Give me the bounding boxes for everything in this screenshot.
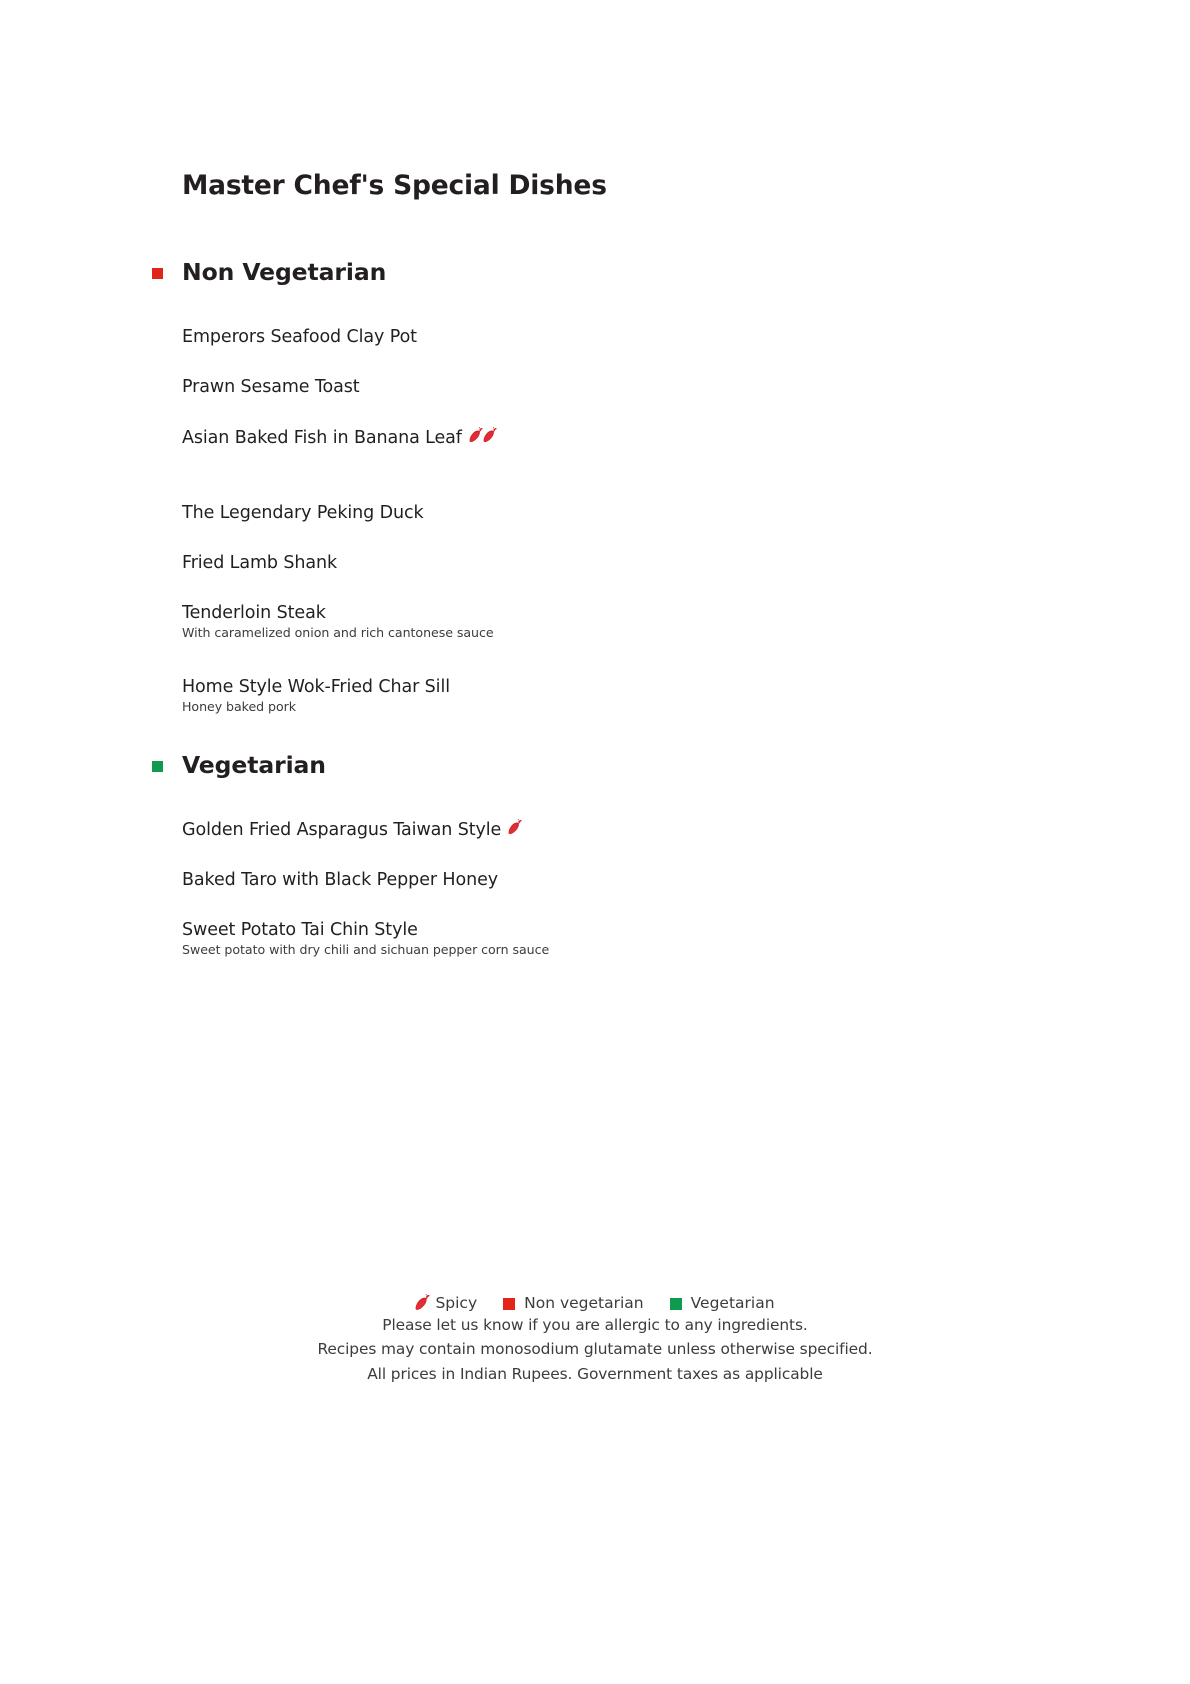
chili-pepper-icon bbox=[415, 1294, 431, 1313]
menu-item bbox=[182, 503, 1082, 523]
menu-item-name bbox=[182, 327, 1082, 347]
non-vegetarian-square-icon bbox=[503, 1298, 515, 1310]
menu-item-name-text: Fried Lamb Shank bbox=[182, 553, 338, 573]
menu-item-name bbox=[182, 677, 1082, 697]
menu-item-name-text: The Legendary Peking Duck bbox=[182, 503, 424, 523]
menu-item bbox=[182, 920, 1082, 957]
menu-item-name bbox=[182, 503, 1082, 523]
menu-item bbox=[182, 327, 1082, 347]
legend-vegetarian-label: Vegetarian bbox=[690, 1294, 775, 1313]
legend-spicy-label: Spicy bbox=[435, 1294, 478, 1313]
footer-note-3: All prices in Indian Rupees. Government taxes as applicable bbox=[367, 1364, 823, 1383]
menu-item-name bbox=[182, 870, 1082, 890]
menu-section-non-vegetarian bbox=[152, 258, 1052, 288]
section-header bbox=[152, 751, 1052, 781]
section-header bbox=[152, 258, 1052, 288]
menu-item-name-text: Prawn Sesame Toast bbox=[182, 377, 360, 397]
menu-item bbox=[182, 603, 1082, 640]
menu-item-name-text: Sweet Potato Tai Chin Style bbox=[182, 920, 418, 940]
spicy-indicator bbox=[469, 427, 497, 450]
footer-note-2: Recipes may contain monosodium glutamate unless otherwise specified. bbox=[317, 1340, 873, 1359]
menu-item-description: With caramelized onion and rich cantonese sauce bbox=[182, 625, 494, 641]
menu-item-description: Sweet potato with dry chili and sichuan pepper corn sauce bbox=[182, 942, 550, 958]
menu-item-description: Honey baked pork bbox=[182, 699, 297, 715]
chili-pepper-icon bbox=[508, 819, 523, 837]
menu-footer bbox=[0, 1294, 1190, 1386]
menu-item bbox=[182, 553, 1082, 573]
menu-item-name-text: Baked Taro with Black Pepper Honey bbox=[182, 870, 498, 890]
menu-item bbox=[182, 677, 1082, 714]
menu-item-name-text: Asian Baked Fish in Banana Leaf bbox=[182, 428, 462, 448]
menu-item-name bbox=[182, 553, 1082, 573]
menu-item bbox=[182, 819, 1082, 842]
menu-item-name bbox=[182, 920, 1082, 940]
chili-pepper-icon bbox=[483, 427, 498, 445]
menu-item-name-text: Emperors Seafood Clay Pot bbox=[182, 327, 417, 347]
legend-non-vegetarian bbox=[503, 1294, 644, 1313]
menu-item-name bbox=[182, 603, 1082, 623]
menu-item-name bbox=[182, 427, 1082, 450]
legend-vegetarian bbox=[670, 1294, 775, 1313]
spicy-indicator bbox=[508, 819, 522, 842]
section-title: Non Vegetarian bbox=[182, 258, 387, 287]
menu-item bbox=[182, 870, 1082, 890]
vegetarian-square-icon bbox=[152, 761, 163, 772]
menu-item-name-text: Golden Fried Asparagus Taiwan Style bbox=[182, 820, 502, 840]
menu-item bbox=[182, 377, 1082, 397]
legend-non-vegetarian-label: Non vegetarian bbox=[524, 1294, 644, 1313]
legend bbox=[0, 1294, 1190, 1313]
section-title: Vegetarian bbox=[182, 751, 326, 780]
menu-item-name bbox=[182, 819, 1082, 842]
menu-item bbox=[182, 427, 1082, 450]
page-title: Master Chef's Special Dishes bbox=[182, 170, 607, 201]
menu-item-name bbox=[182, 377, 1082, 397]
menu-item-name-text: Home Style Wok-Fried Char Sill bbox=[182, 677, 450, 697]
menu-item-name-text: Tenderloin Steak bbox=[182, 603, 326, 623]
vegetarian-square-icon bbox=[670, 1298, 682, 1310]
menu-section-vegetarian bbox=[152, 751, 1052, 781]
chili-pepper-icon bbox=[469, 427, 484, 445]
footer-note-1: Please let us know if you are allergic to any ingredients. bbox=[382, 1316, 808, 1334]
non-vegetarian-square-icon bbox=[152, 268, 163, 279]
legend-spicy bbox=[415, 1294, 477, 1313]
